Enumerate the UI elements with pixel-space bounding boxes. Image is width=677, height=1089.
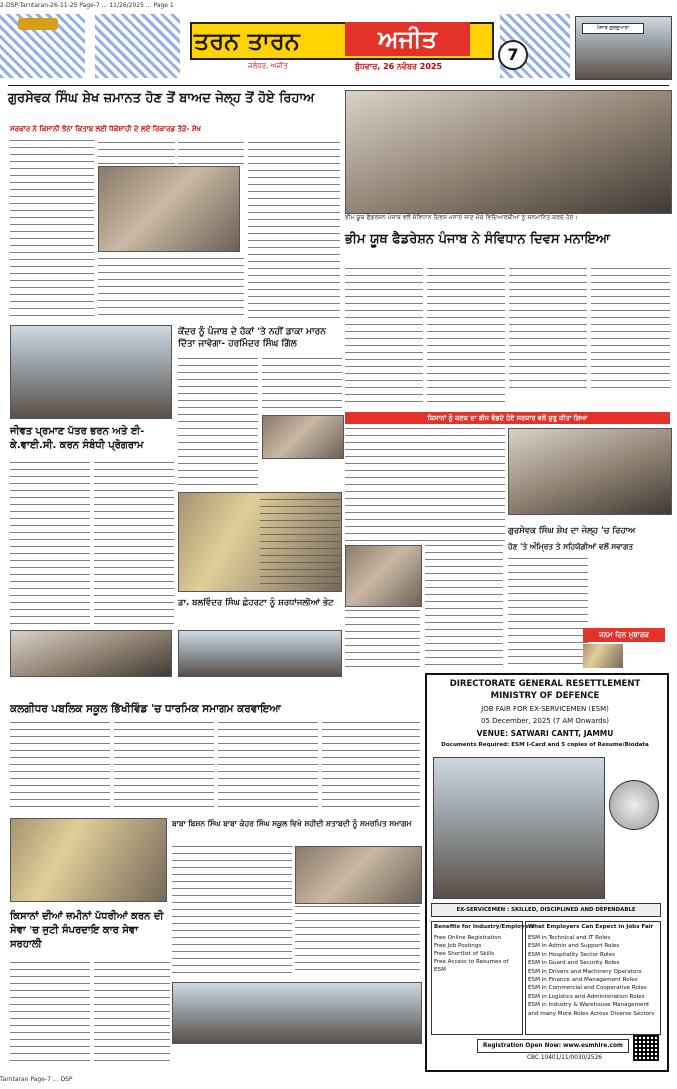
ad-line-2: MINISTRY OF DEFENCE bbox=[490, 691, 600, 701]
esm-job-fair-ad bbox=[425, 673, 669, 1072]
registration-link[interactable]: Registration Open Now: www.esmhire.com bbox=[477, 1039, 629, 1053]
article-2-headline: ਭੀਮ ਯੂਥ ਫੈਡਰੇਸ਼ਨ ਪੰਜਾਬ ਨੇ ਸੰਵਿਧਾਨ ਦਿਵਸ ਮਨਾਇਆ bbox=[345, 232, 610, 247]
masthead-photo bbox=[575, 16, 672, 80]
ad-line-3: JOB FAIR FOR EX-SERVICEMEN (ESM) bbox=[481, 705, 609, 713]
article-6-col-1 bbox=[508, 558, 588, 666]
masthead-date: ਬੁੱਧਵਾਰ, 26 ਨਵੰਬਰ 2025 bbox=[355, 62, 443, 71]
article-9-col-2 bbox=[94, 962, 170, 1062]
benefit-item: Free Online Registration bbox=[434, 935, 502, 941]
footer: Tarntaran Page-7 ... DSP bbox=[0, 1076, 73, 1083]
ad-line-1: DIRECTORATE GENERAL RESETTLEMENT bbox=[449, 679, 641, 689]
masthead-badge: ਪੰਜਾਬ ਗੁਰਦੁਆਰਾ bbox=[582, 23, 644, 34]
article-4-col-2 bbox=[94, 462, 174, 627]
benefit-item: Free Job Postings bbox=[434, 943, 482, 949]
masthead-sub-left: ਜਲੰਧਰ, ਅਜੀਤ bbox=[248, 62, 288, 70]
article-6-col-3 bbox=[425, 545, 503, 667]
article-6-col-2 bbox=[345, 610, 420, 668]
article-9-headline: ਕਿਸਾਨਾਂ ਦੀਆਂ ਜ਼ਮੀਨਾਂ ਪੱਧਰੀਆਂ ਕਰਨ ਦੀ ਸੇਵਾ 'ਚ ਜੁਟੀ ਸੰਪਰਦਾਇ ਕਾਰ ਸੇਵਾ ਸਰਹਾਲੀ bbox=[10, 911, 164, 950]
page-number: 7 bbox=[498, 40, 528, 70]
article-2-col-1 bbox=[345, 268, 423, 408]
masthead-pattern-left-2 bbox=[95, 14, 180, 78]
article-7-col-4 bbox=[322, 722, 420, 810]
article-4-headline: ਜੀਵਤ ਪ੍ਰਮਾਣ ਪੱਤਰ ਭਰਨ ਅਤੇ ਈ-ਕੇ.ਵਾਈ.ਸੀ. ਕਰਨ ਸੰਬੰਧੀ ਪ੍ਰੋਗਰਾਮ bbox=[10, 426, 145, 451]
article-4-col-1 bbox=[10, 462, 90, 627]
article-1-photo bbox=[98, 166, 240, 252]
expect-box bbox=[525, 921, 661, 1035]
article-1-headline: ਗੁਰਸੇਵਕ ਸਿੰਘ ਸ਼ੇਖ ਜ਼ਮਾਨਤ ਹੋਣ ਤੋਂ ਬਾਅਦ ਜੇਲ੍ਹ ਤੋਂ ਹੋਏ ਰਿਹਾਅ bbox=[8, 91, 315, 106]
birthday-label: ਜਨਮ ਦਿਨ ਮੁਬਾਰਕ bbox=[583, 628, 665, 642]
article-2-caption: ਭੀਮ ਯੂਥ ਫੈਡਰੇਸ਼ਨ ਪੰਜਾਬ ਵਲੋਂ ਸੰਵਿਧਾਨ ਦਿਵਸ ਮਨਾਏ ਜਾਣ ਮੌਕੇ ਵਿਦਿਆਰਥੀਆਂ ਨੂੰ ਸਨਮਾਨਿਤ ਕਰਦੇ ਹੋਏ। bbox=[345, 214, 578, 221]
benefits-box bbox=[431, 921, 535, 1035]
ad-line-6: Documents Required: ESM I-Card and 5 copies of Resume/Biodata bbox=[441, 742, 649, 748]
article-6-photo bbox=[508, 428, 672, 515]
ad-banner: EX-SERVICEMEN : SKILLED, DISCIPLINED AND DEPENDABLE bbox=[431, 903, 661, 917]
article-6-subhead: ਹੋਣ 'ਤੇ ਅੰਮ੍ਰਿਤ ਤੇ ਸਹਿਯੋਗੀਆਂ ਵਲੋਂ ਸਵਾਗਤ bbox=[508, 542, 634, 551]
article-5-headline: ਡਾ. ਬਲਵਿੰਦਰ ਸਿੰਘ ਛੇਹਰਟਾ ਨੂੰ ਸ਼ਰਧਾਂਜਲੀਆਂ ਭੇਟ bbox=[178, 598, 334, 608]
article-6-photo-2 bbox=[345, 545, 422, 607]
article-4-photo bbox=[10, 325, 172, 419]
article-6-headline: ਗੁਰਸੇਵਕ ਸਿੰਘ ਸ਼ੇਖ ਦਾ ਜੇਲ੍ਹ 'ਚ ਰਿਹਾਅ bbox=[508, 526, 636, 536]
golden-temple-icon bbox=[18, 18, 58, 30]
article-2-col-2 bbox=[427, 268, 505, 408]
benefit-item: Free Access to Resumes of ESM bbox=[434, 959, 509, 973]
red-band: ਕਿਸਾਨਾਂ ਨੂੰ ਕਣਕ ਦਾ ਬੀਜ ਵੰਡਦੇ ਹੋਏ ਸਰਕਾਰ ਵਲੋਂ ਸ਼ੁਰੂ ਕੀਤਾ ਗਿਆ bbox=[345, 412, 670, 424]
article-1-column-2b bbox=[178, 142, 244, 164]
masthead-title-left: ਤਰਨ ਤਾਰਨ bbox=[194, 26, 300, 55]
article-7-col-3 bbox=[218, 722, 318, 810]
article-8-col-2 bbox=[295, 906, 420, 976]
expect-item: ESM in Logistics and Administration Roles bbox=[528, 993, 645, 1000]
red-band-col-1 bbox=[345, 428, 505, 543]
article-7-headline: ਕਲਗੀਧਰ ਪਬਲਿਕ ਸਕੂਲ ਭਿੱਖੀਵਿੰਡ 'ਚ ਧਾਰਮਿਕ ਸਮਾਗਮ ਕਰਵਾਇਆ bbox=[10, 703, 281, 715]
expect-list bbox=[526, 932, 660, 1020]
article-9-photo bbox=[172, 982, 422, 1044]
photo-strip-2 bbox=[178, 630, 342, 677]
expect-title: What Employers Can Expect in Jobs Fair bbox=[528, 924, 654, 930]
article-7-col-2 bbox=[114, 722, 214, 810]
article-3-photo bbox=[262, 415, 344, 459]
expect-item: ESM in Finance and Management Roles bbox=[528, 977, 638, 984]
expect-item: ESM in Drivers and Machinery Operators bbox=[528, 968, 642, 975]
expect-item: ESM in Technical and IT Roles bbox=[528, 935, 611, 941]
article-1-column-2a bbox=[98, 142, 175, 164]
article-1-column-1 bbox=[10, 140, 94, 320]
article-3-col-1 bbox=[178, 358, 258, 488]
benefits-title: Benefits for Industry/Employers bbox=[434, 924, 535, 930]
article-1-kicker: ਸਰਕਾਰ ਨੇ ਕਿਸਾਨੀ ਝੋਨਾ ਕਿਤਾਬ ਲਈ ਧੱਕੇਸ਼ਾਹੀ ਦੇ ਲਏ ਰਿਕਾਰਡ ਤੋੜੇ- ਸ਼ੇਖ bbox=[10, 125, 201, 133]
article-3-headline: ਕੇਂਦਰ ਨੂੰ ਪੰਜਾਬ ਦੇ ਹੱਕਾਂ 'ਤੇ ਨਹੀਂ ਡਾਕਾ ਮਾਰਨ ਦਿੱਤਾ ਜਾਵੇਗਾ- ਹਰਮਿੰਦਰ ਸਿੰਘ ਗਿੱਲ bbox=[178, 327, 326, 349]
article-2-photo bbox=[345, 90, 672, 214]
article-7-col-1 bbox=[10, 722, 110, 810]
emblem-icon bbox=[609, 780, 659, 830]
article-2-col-3 bbox=[509, 268, 587, 393]
article-1-column-3 bbox=[248, 142, 340, 322]
print-slug: 2-DSP-Tarntaran-26-11-25 Page-7 ... 11/26/2025 ... Page 1 bbox=[0, 2, 174, 9]
article-5-col bbox=[260, 492, 340, 590]
divider bbox=[8, 85, 669, 86]
article-3-col-2 bbox=[262, 358, 342, 413]
expect-item: ESM in Hospitality Sector Roles bbox=[528, 951, 615, 958]
expect-item: ESM in Guard and Security Roles bbox=[528, 960, 620, 967]
birthday-photo bbox=[583, 644, 623, 668]
warship-image bbox=[433, 757, 605, 899]
expect-item: ESM in Industry & Warehouse Management bbox=[528, 1002, 650, 1009]
ad-line-4: 05 December, 2025 (7 AM Onwards) bbox=[481, 717, 609, 725]
photo-strip-1 bbox=[10, 630, 172, 677]
article-8-headline: ਬਾਬਾ ਬਿਸ਼ਨ ਸਿੰਘ ਬਾਬਾ ਕੇਹਰ ਸਿੰਘ ਸਕੂਲ ਵਿਖੇ ਸ਼ਹੀਦੀ ਸ਼ਤਾਬਦੀ ਨੂੰ ਸਮਰਪਿਤ ਸਮਾਗਮ bbox=[172, 819, 412, 828]
benefits-list bbox=[432, 932, 522, 976]
article-8-col-1 bbox=[172, 846, 292, 976]
article-8-photo-2 bbox=[295, 846, 422, 904]
article-9-col-1 bbox=[10, 962, 90, 1062]
expect-item: ESM in Admin and Support Roles bbox=[528, 943, 620, 950]
expect-item: and many More Roles Across Diverse Sectors bbox=[528, 1010, 655, 1017]
article-8-photo bbox=[10, 818, 167, 902]
ad-line-5: VENUE: SATWARI CANTT, JAMMU bbox=[476, 729, 614, 738]
masthead-title-right: ਅਜੀਤ bbox=[345, 22, 470, 56]
expect-item: ESM in Commercial and Cooperative Roles bbox=[528, 985, 647, 992]
ad-code: CBC 10401/11/0030/2526 bbox=[527, 1055, 602, 1061]
benefit-item: Free Shortlist of Skills bbox=[434, 951, 495, 957]
article-1-column-4 bbox=[98, 258, 244, 320]
article-2-col-4 bbox=[591, 268, 670, 393]
